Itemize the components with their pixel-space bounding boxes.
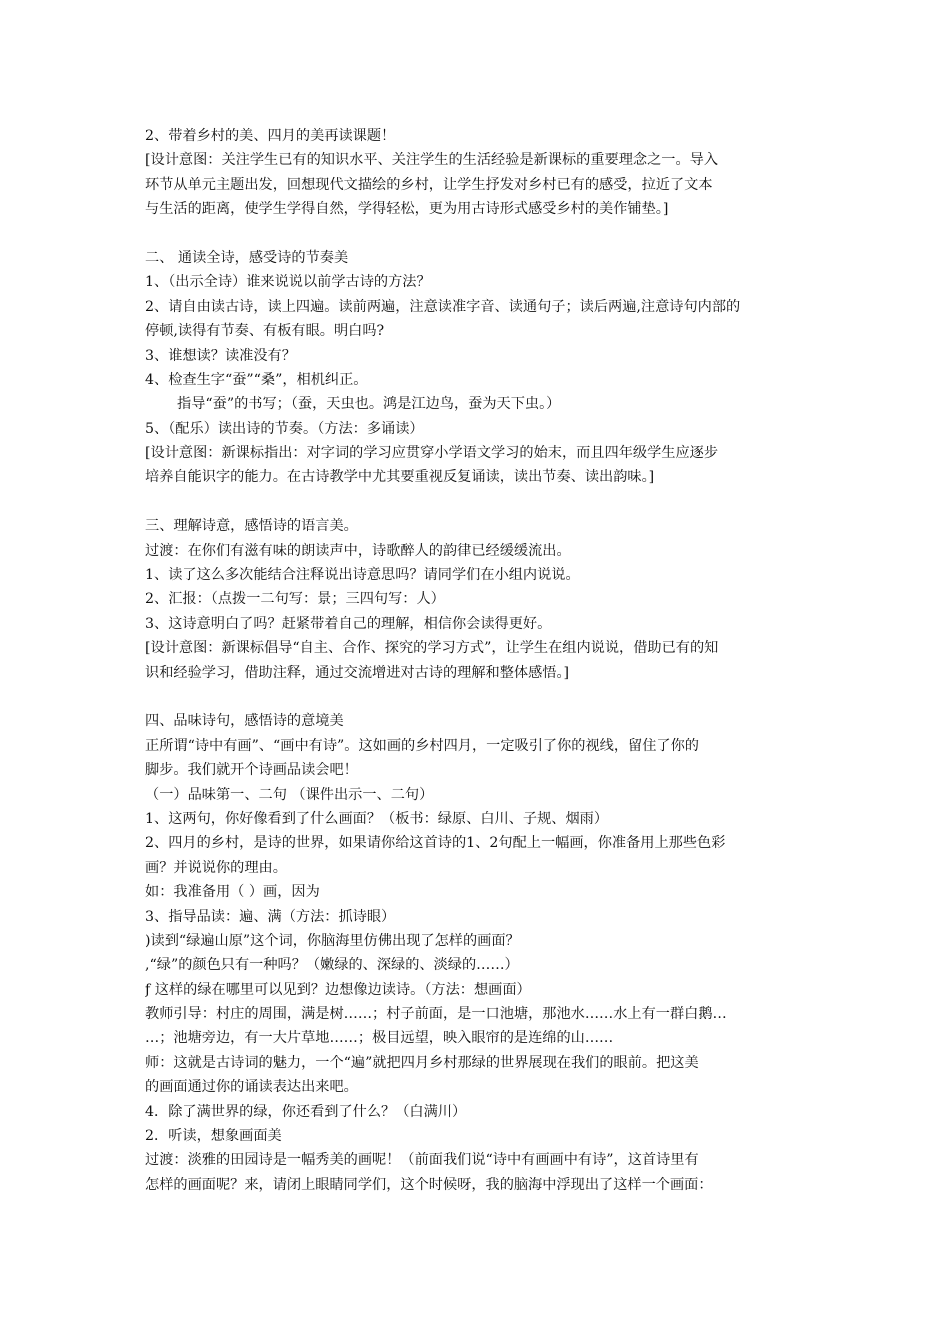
text-line: [设计意图：新课标倡导“自主、合作、探究的学习方式”，让学生在组内说说，借助已有的知 (145, 640, 719, 657)
text-line: 2、四月的乡村，是诗的世界，如果请你给这首诗的1、2句配上一幅画，你准备用上那些色彩 (145, 835, 726, 852)
text-line: 1、读了这么多次能结合注释说出诗意思吗？请同学们在小组内说说。 (145, 567, 580, 584)
text-line: 师：这就是古诗词的魅力，一个“遍”就把四月乡村那绿的世界展现在我们的眼前。把这美 (145, 1054, 699, 1071)
text-line: 指导“蚕”的书写；（蚕，天虫也。鸿是江边鸟，蚕为天下虫。） (177, 396, 561, 413)
text-line: 3、指导品读：遍、满（方法：抓诗眼） (145, 908, 396, 925)
text-line: 3、这诗意明白了吗？赶紧带着自己的理解，相信你会读得更好。 (145, 615, 552, 632)
text-line: 与生活的距离，使学生学得自然，学得轻松，更为用古诗形式感受乡村的美作铺垫。] (145, 201, 669, 218)
text-line: [设计意图：新课标指出：对字词的学习应贯穿小学语文学习的始末，而且四年级学生应逐步 (145, 445, 719, 462)
text-line: 2、汇报：（点拨一二句写：景；三四句写：人） (145, 591, 445, 608)
text-line: 2、请自由读古诗，读上四遍。读前两遍，注意读准字音、读通句子；读后两遍,注意诗句内部的 (145, 298, 741, 315)
text-line: 正所谓“诗中有画”、“画中有诗”。这如画的乡村四月，一定吸引了你的视线，留住了你的 (145, 737, 699, 754)
text-line: 的画面通过你的诵读表达出来吧。 (145, 1079, 358, 1096)
section-heading: 三、理解诗意，感悟诗的语言美。 (145, 518, 358, 535)
blank-line (145, 490, 810, 514)
text-line: 画？并说说你的理由。 (145, 859, 287, 876)
text-line: 如：我准备用（ ）画，因为 (145, 884, 320, 901)
text-line: 4．除了满世界的绿，你还看到了什么？（白满川） (145, 1103, 467, 1120)
text-line: 培养自能识字的能力。在古诗教学中尤其要重视反复诵读，读出节奏、读出韵味。] (145, 469, 655, 486)
text-line: …；池塘旁边，有一大片草地……；极目远望，映入眼帘的是连绵的山…… (145, 1030, 614, 1047)
text-line: 1、这两句，你好像看到了什么画面？（板书：绿原、白川、子规、烟雨） (145, 810, 609, 827)
document-body (145, 124, 810, 1197)
text-line: 3、谁想读？读准没有？ (145, 347, 296, 364)
text-line: ƒ 这样的绿在哪里可以见到？边想像边读诗。（方法：想画面） (145, 981, 531, 998)
blank-line (145, 685, 810, 709)
text-line: [设计意图：关注学生已有的知识水平、关注学生的生活经验是新课标的重要理念之一。导入 (145, 152, 719, 169)
text-line: 1、（出示全诗）谁来说说以前学古诗的方法？ (145, 274, 431, 291)
text-line: 4、检查生字“蚕”“桑”，相机纠正。 (145, 371, 368, 388)
section-heading: 二、 通读全诗，感受诗的节奏美 (145, 249, 349, 266)
text-line: 5、（配乐）读出诗的节奏。（方法：多诵读） (145, 420, 424, 437)
blank-line (145, 222, 810, 246)
text-line: 2．听读，想象画面美 (145, 1128, 282, 1145)
text-line: 环节从单元主题出发，回想现代文描绘的乡村，让学生抒发对乡村已有的感受，拉近了文本 (145, 176, 713, 193)
text-line: )读到“绿遍山原”这个词，你脑海里仿佛出现了怎样的画面？ (145, 932, 520, 949)
text-line: 教师引导：村庄的周围，满是树……；村子前面，是一口池塘，那池水……水上有一群白鹅… (145, 1006, 727, 1023)
text-line: 过渡：淡雅的田园诗是一幅秀美的画呢！（前面我们说“诗中有画画中有诗”，这首诗里有 (145, 1152, 699, 1169)
text-line: 怎样的画面呢？来，请闭上眼睛同学们，这个时候呀，我的脑海中浮现出了这样一个画面： (145, 1176, 713, 1193)
text-line: 2、带着乡村的美、四月的美再读课题！ (145, 128, 396, 144)
text-line: 识和经验学习，借助注释，通过交流增进对古诗的理解和整体感悟。] (145, 664, 570, 681)
text-line: （一）品味第一、二句 （课件出示一、二句） (145, 786, 434, 803)
text-line: 过渡：在你们有滋有味的朗读声中，诗歌醉人的韵律已经缓缓流出。 (145, 542, 571, 559)
text-line: 脚步。我们就开个诗画品读会吧！ (145, 762, 358, 779)
section-heading: 四、品味诗句，感悟诗的意境美 (145, 713, 344, 730)
text-line: ,“绿”的颜色只有一种吗？（嫩绿的、深绿的、淡绿的……） (145, 957, 519, 974)
text-line: 停顿,读得有节奏、有板有眼。明白吗? (145, 323, 385, 340)
